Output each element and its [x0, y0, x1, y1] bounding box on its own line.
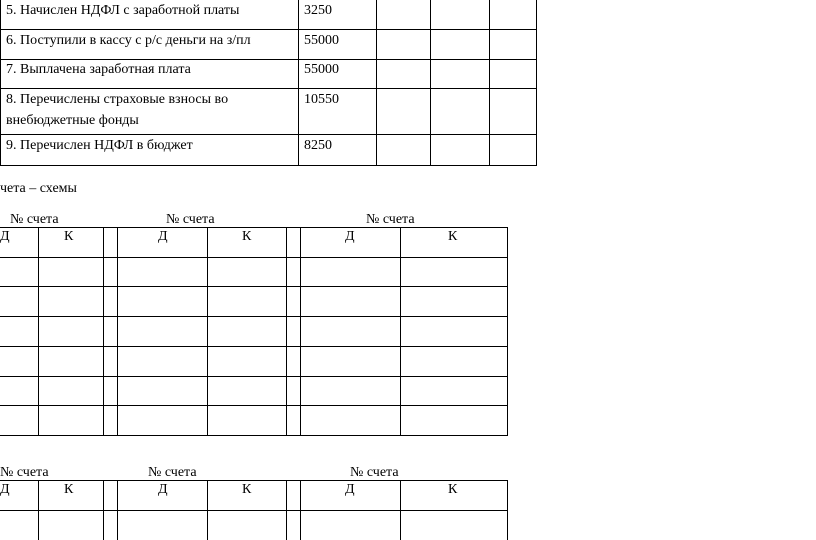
operation-amount: 3250: [304, 3, 332, 18]
t-account-grid: [0, 480, 508, 540]
debit-header: Д: [158, 229, 168, 244]
operation-amount: 55000: [304, 62, 339, 77]
section-title: чета – схемы: [0, 181, 77, 196]
operation-text: 7. Выплачена заработная плата: [6, 62, 191, 77]
debit-header: Д: [0, 229, 10, 244]
operation-amount: 8250: [304, 138, 332, 153]
account-label: № счета: [350, 465, 399, 480]
debit-header: Д: [158, 482, 168, 497]
credit-header: К: [64, 229, 74, 244]
account-label: № счета: [366, 212, 415, 227]
account-label: № счета: [166, 212, 215, 227]
account-label: № счета: [10, 212, 59, 227]
account-label: № счета: [148, 465, 197, 480]
debit-header: Д: [345, 482, 355, 497]
debit-header: Д: [345, 229, 355, 244]
account-label: № счета: [0, 465, 49, 480]
credit-header: К: [242, 229, 252, 244]
operation-amount: 10550: [304, 92, 339, 107]
operation-text: 9. Перечислен НДФЛ в бюджет: [6, 138, 193, 153]
operation-text-line1: 8. Перечислены страховые взносы во: [6, 92, 229, 107]
credit-header: К: [448, 229, 458, 244]
operation-text: 6. Поступили в кассу с р/с деньги на з/пл: [6, 33, 251, 48]
debit-header: Д: [0, 482, 10, 497]
operation-text: 5. Начислен НДФЛ с заработной платы: [6, 3, 240, 18]
t-account-grid: [0, 227, 508, 437]
operations-table: [0, 0, 537, 166]
credit-header: К: [448, 482, 458, 497]
operation-amount: 55000: [304, 33, 339, 48]
credit-header: К: [242, 482, 252, 497]
operation-text-line2: внебюджетные фонды: [6, 113, 139, 128]
credit-header: К: [64, 482, 74, 497]
